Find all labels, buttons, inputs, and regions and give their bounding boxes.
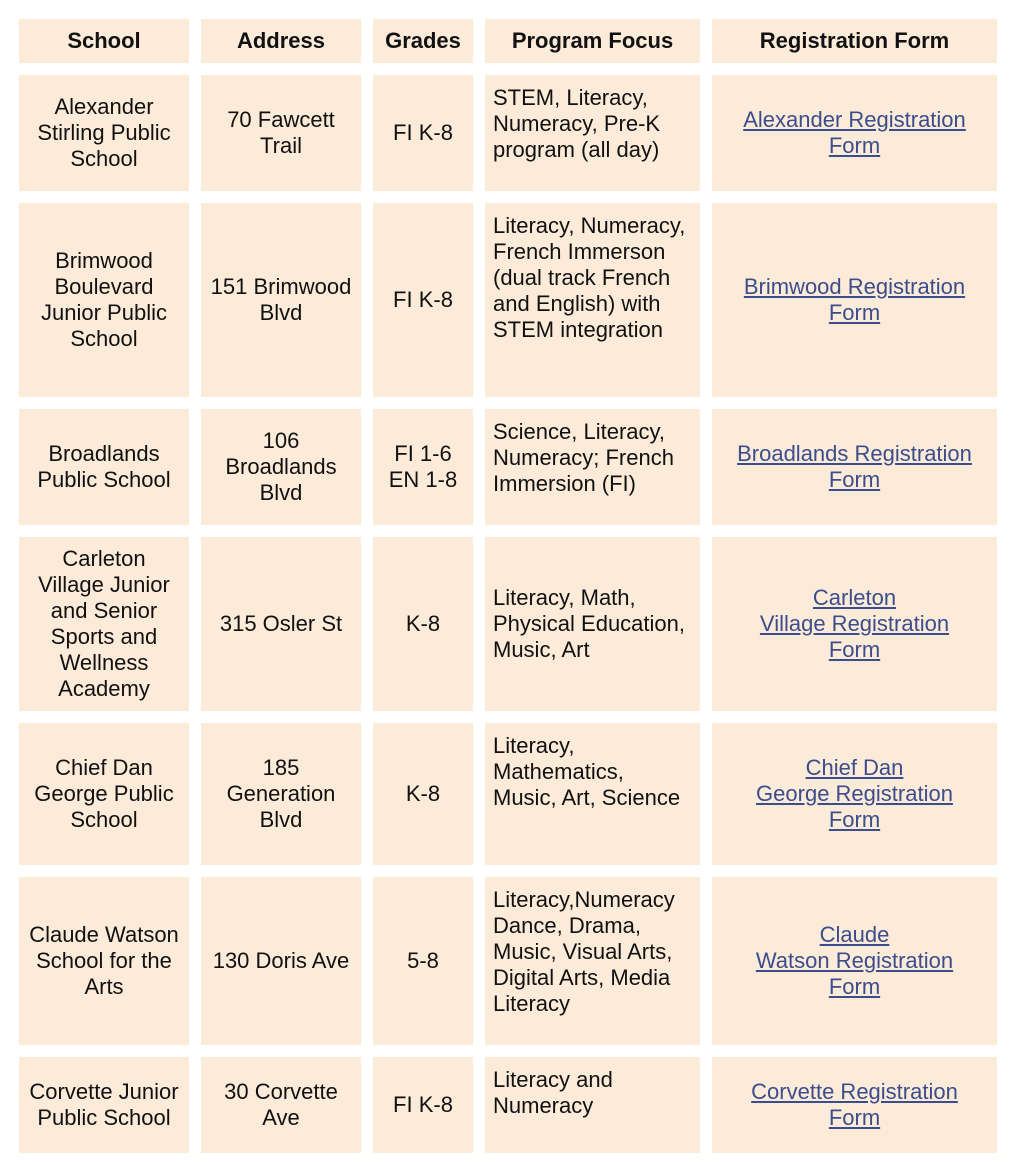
- header-registration-form: Registration Form: [712, 19, 997, 63]
- link-text: George Registration: [756, 781, 953, 806]
- school-address: 70 Fawcett Trail: [201, 75, 361, 191]
- registration-cell: [712, 203, 997, 397]
- school-grades: 5-8: [373, 877, 473, 1045]
- school-name: Broadlands Public School: [19, 409, 189, 525]
- program-focus: Literacy and Numeracy: [485, 1057, 700, 1153]
- registration-form-link[interactable]: [720, 922, 989, 1000]
- link-text: Broadlands Registration: [737, 441, 972, 466]
- table-row: [19, 75, 997, 191]
- registration-cell: [712, 1057, 997, 1153]
- program-focus: Literacy,Numeracy Dance, Drama, Music, Visual Arts, Digital Arts, Media Literacy: [485, 877, 700, 1045]
- link-text: Form: [828, 467, 881, 492]
- link-text: Form: [828, 807, 881, 832]
- link-text: Watson Registration: [755, 948, 954, 973]
- school-address: 151 Brimwood Blvd: [201, 203, 361, 397]
- table-row: [19, 877, 997, 1045]
- school-name: Corvette Junior Public School: [19, 1057, 189, 1153]
- schools-table: [7, 7, 1009, 1165]
- school-address: 30 Corvette Ave: [201, 1057, 361, 1153]
- link-text: Form: [828, 1105, 881, 1130]
- link-text: Form: [828, 637, 881, 662]
- table-row: [19, 723, 997, 865]
- registration-cell: [712, 537, 997, 711]
- school-name: Alexander Stirling Public School: [19, 75, 189, 191]
- school-name: Claude Watson School for the Arts: [19, 877, 189, 1045]
- school-address: 106 Broadlands Blvd: [201, 409, 361, 525]
- link-text: Form: [828, 300, 881, 325]
- link-text: Chief Dan: [805, 755, 904, 780]
- program-focus: STEM, Literacy, Numeracy, Pre-K program (all day): [485, 75, 700, 191]
- registration-form-link[interactable]: [720, 585, 989, 663]
- school-grades: FI K-8: [373, 75, 473, 191]
- school-grades: K-8: [373, 723, 473, 865]
- link-text: Form: [828, 133, 881, 158]
- school-grades: FI K-8: [373, 1057, 473, 1153]
- program-focus: Literacy, Mathematics, Music, Art, Science: [485, 723, 700, 865]
- school-grades: FI 1-6 EN 1-8: [373, 409, 473, 525]
- registration-form-link[interactable]: [720, 441, 989, 493]
- table-row: [19, 409, 997, 525]
- registration-form-link[interactable]: [720, 107, 989, 159]
- table-row: [19, 203, 997, 397]
- school-address: 185 Generation Blvd: [201, 723, 361, 865]
- school-grades: FI K-8: [373, 203, 473, 397]
- school-address: 315 Osler St: [201, 537, 361, 711]
- school-name: Chief Dan George Public School: [19, 723, 189, 865]
- program-focus: Literacy, Numeracy, French Immerson (dual track French and English) with STEM integration: [485, 203, 700, 397]
- program-focus: Science, Literacy, Numeracy; French Immersion (FI): [485, 409, 700, 525]
- school-grades: K-8: [373, 537, 473, 711]
- registration-cell: [712, 877, 997, 1045]
- link-text: Form: [828, 974, 881, 999]
- school-name: Brimwood Boulevard Junior Public School: [19, 203, 189, 397]
- registration-cell: [712, 75, 997, 191]
- registration-form-link[interactable]: [720, 755, 989, 833]
- header-school: School: [19, 19, 189, 63]
- program-focus: Literacy, Math, Physical Education, Music, Art: [485, 537, 700, 711]
- header-program-focus: Program Focus: [485, 19, 700, 63]
- registration-form-link[interactable]: [720, 1079, 989, 1131]
- registration-form-link[interactable]: [720, 274, 989, 326]
- table-row: [19, 1057, 997, 1153]
- table-row: [19, 537, 997, 711]
- school-address: 130 Doris Ave: [201, 877, 361, 1045]
- link-text: Village Registration: [759, 611, 950, 636]
- header-address: Address: [201, 19, 361, 63]
- link-text: Brimwood Registration: [743, 274, 966, 299]
- link-text: Alexander Registration: [743, 107, 966, 132]
- registration-cell: [712, 409, 997, 525]
- header-grades: Grades: [373, 19, 473, 63]
- link-text: Carleton: [812, 585, 897, 610]
- header-row: [19, 19, 997, 63]
- registration-cell: [712, 723, 997, 865]
- link-text: Claude: [819, 922, 890, 947]
- school-name: Carleton Village Junior and Senior Sports and Wellness Academy: [19, 537, 189, 711]
- link-text: Corvette Registration: [751, 1079, 958, 1104]
